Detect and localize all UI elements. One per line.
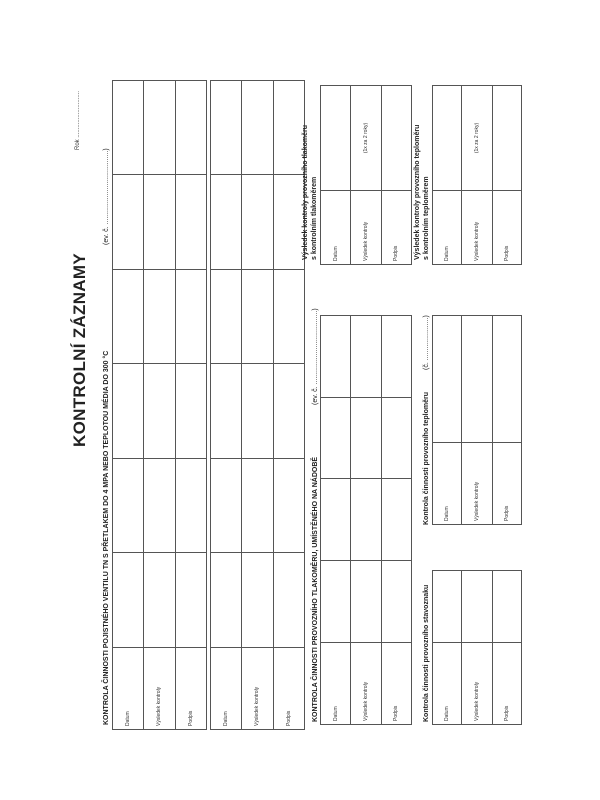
thermometer-result-table [432,85,522,265]
label-datum: Datum [321,643,351,725]
label-podpis: Podpis [492,191,521,265]
label-vysledek: Výsledek kontroly [351,191,382,265]
section-safety-valve: KONTROLA ČINNOSTI POJISTNÉHO VENTILU TN S PŘETLAKEM DO 4 MPA NEBO TEPLOTOU MÉDIA DO 300 °C [103,350,110,725]
label-vysledek: Výsledek kontroly [462,643,492,725]
pressure-gauge-table [320,315,412,725]
pressure-gauge-result-title-2: s kontrolním tlakoměrem [311,176,318,260]
interval-hint: (1x za 2 roky) [462,86,492,191]
label-vysledek: Výsledek kontroly [242,648,274,730]
label-vysledek: Výsledek kontroly [144,648,176,730]
interval-hint: (1x za 2 roky) [351,86,382,191]
label-vysledek: Výsledek kontroly [351,643,382,725]
safety-valve-table-2 [210,80,305,730]
section-level-indicator: Kontrola činnosti provozního stavoznaku [423,584,430,722]
pressure-gauge-ev-number: (ev. č. ......................................) [312,308,319,405]
label-datum: Datum [433,191,462,265]
thermometer-result-title-1: Výsledek kontroly provozního teploměru [414,124,421,260]
label-datum: Datum [321,191,351,265]
label-podpis: Podpis [492,643,521,725]
label-datum: Datum [433,643,462,725]
label-podpis: Podpis [492,443,521,525]
label-datum: Datum [211,648,242,730]
label-podpis: Podpis [175,648,206,730]
thermometer-result-title-2: s kontrolním teploměrem [423,176,430,260]
label-podpis: Podpis [381,191,411,265]
thermometer-number: (č. ......................) [423,315,430,370]
label-podpis: Podpis [273,648,304,730]
label-podpis: Podpis [381,643,411,725]
section-thermometer: Kontrola činnosti provozního teploměru [423,392,430,525]
label-datum: Datum [433,443,462,525]
label-datum: Datum [113,648,144,730]
label-vysledek: Výsledek kontroly [462,191,492,265]
level-indicator-table [432,570,522,725]
safety-valve-ev-number: (ev. č. ......................................) [103,148,110,245]
pressure-gauge-result-table [320,85,412,265]
thermometer-table [432,315,522,525]
year-field: Rok ............................ [75,90,81,150]
section-pressure-gauge: KONTROLA ČINNOSTI PROVOZNÍHO TLAKOMĚRU, UMÍSTĚNÉHO NA NÁDOBĚ [312,456,319,722]
page-title: KONTROLNÍ ZÁZNAMY [70,253,89,447]
safety-valve-table-1 [112,80,207,730]
cell [113,553,144,648]
label-vysledek: Výsledek kontroly [462,443,492,525]
pressure-gauge-result-title-1: Výsledek kontroly provozního tlakoměru [302,125,309,260]
